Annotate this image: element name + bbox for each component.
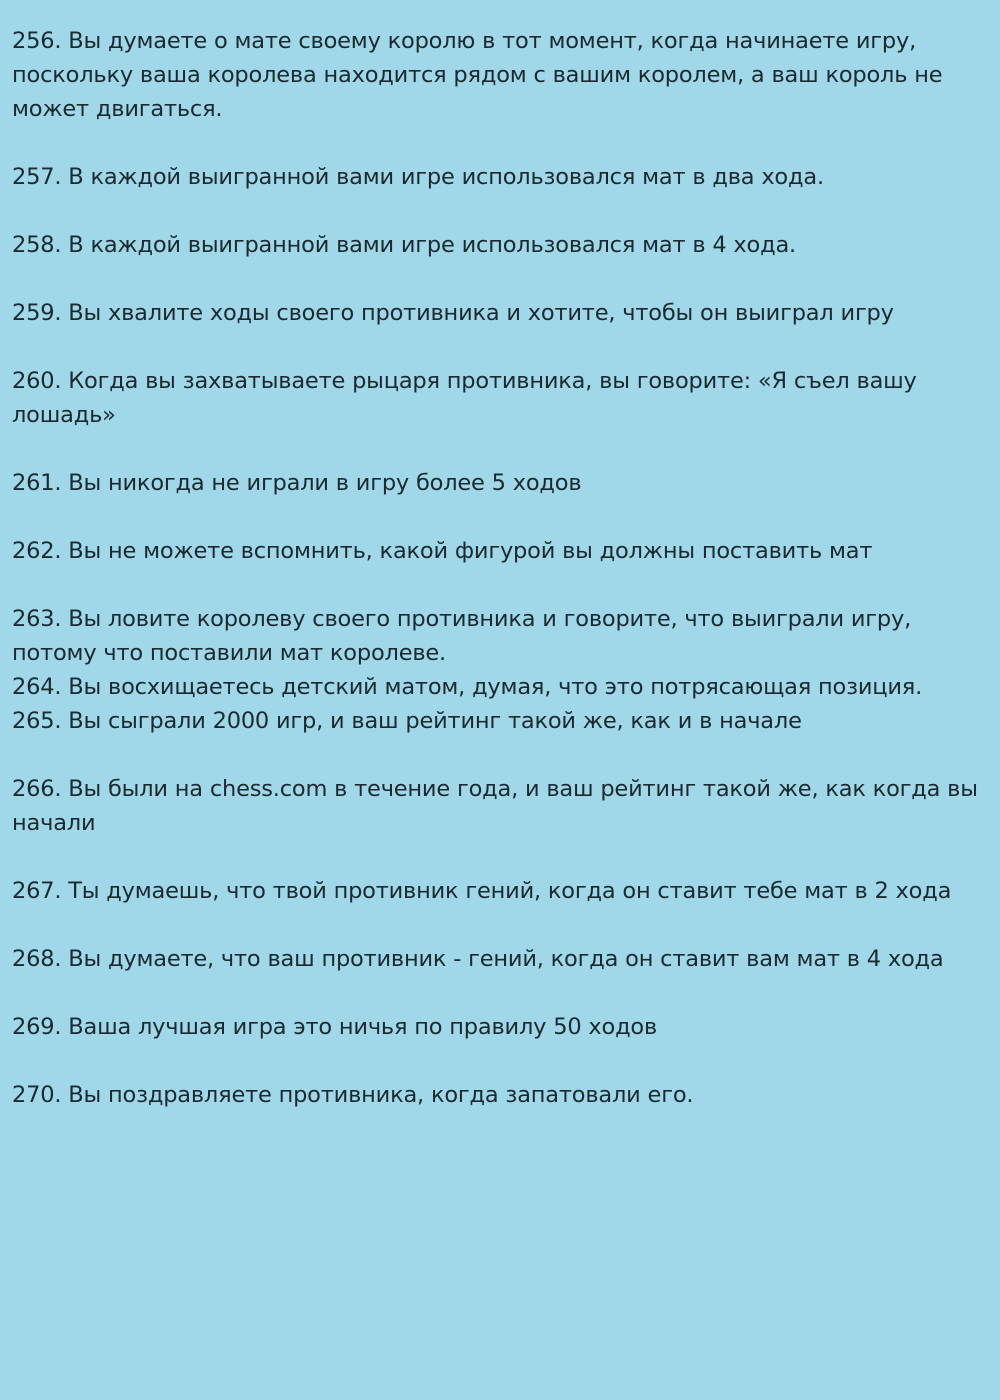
list-item-261: 261. Вы никогда не играли в игру более 5 ходов: [12, 470, 582, 496]
spacer: [12, 432, 990, 466]
spacer: [12, 126, 990, 160]
spacer: [12, 330, 990, 364]
list-item-264: 264. Вы восхищаетесь детский матом, думая, что это потрясающая позиция.: [12, 674, 923, 700]
spacer: [12, 568, 990, 602]
list-item-258: 258. В каждой выигранной вами игре использовался мат в 4 хода.: [12, 232, 797, 258]
meme-text-list: [12, 24, 990, 1112]
spacer: [12, 738, 990, 772]
list-item-268: 268. Вы думаете, что ваш противник - гений, когда он ставит вам мат в 4 хода: [12, 946, 944, 972]
list-item-265: 265. Вы сыграли 2000 игр, и ваш рейтинг такой же, как и в начале: [12, 708, 802, 734]
list-item-259: 259. Вы хвалите ходы своего противника и хотите, чтобы он выиграл игру: [12, 300, 894, 326]
list-item-270: 270. Вы поздравляете противника, когда запатовали его.: [12, 1082, 694, 1108]
spacer: [12, 840, 990, 874]
spacer: [12, 908, 990, 942]
list-item-266: 266. Вы были на chess.com в течение года, и ваш рейтинг такой же, как когда вы начали: [12, 776, 978, 836]
list-item-256: 256. Вы думаете о мате своему королю в тот момент, когда начинаете игру, поскольку ваша королева находится рядом с вашим королем, а ваш король не может двигаться.: [12, 28, 943, 122]
spacer: [12, 262, 990, 296]
spacer: [12, 976, 990, 1010]
spacer: [12, 1044, 990, 1078]
list-item-263: 263. Вы ловите королеву своего противника и говорите, что выиграли игру, потому что поставили мат королеве.: [12, 606, 912, 666]
spacer: [12, 194, 990, 228]
list-item-267: 267. Ты думаешь, что твой противник гений, когда он ставит тебе мат в 2 хода: [12, 878, 952, 904]
list-item-260: 260. Когда вы захватываете рыцаря противника, вы говорите: «Я съел вашу лошадь»: [12, 368, 917, 428]
list-item-257: 257. В каждой выигранной вами игре использовался мат в два хода.: [12, 164, 824, 190]
list-item-269: 269. Ваша лучшая игра это ничья по правилу 50 ходов: [12, 1014, 658, 1040]
spacer: [12, 500, 990, 534]
list-item-262: 262. Вы не можете вспомнить, какой фигурой вы должны поставить мат: [12, 538, 873, 564]
